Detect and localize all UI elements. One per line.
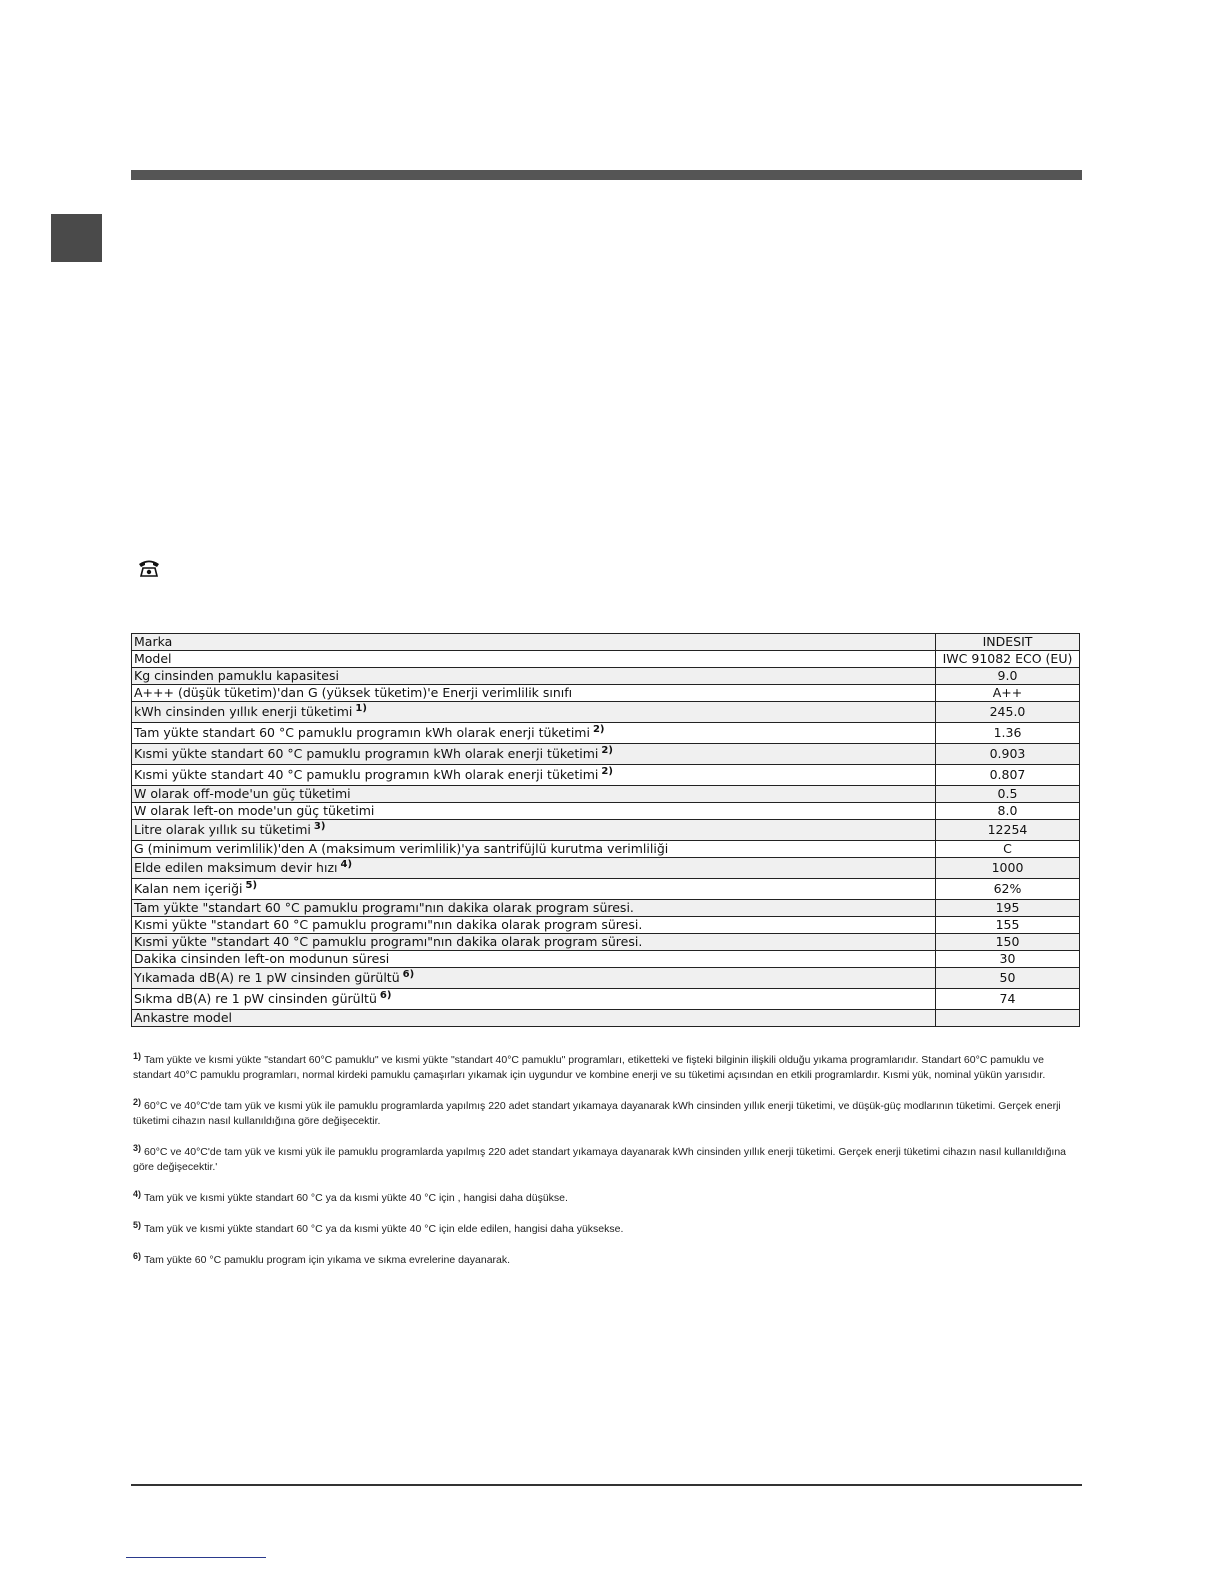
spec-value: 0.807 [936,765,1080,786]
spec-label-text: kWh cinsinden yıllık enerji tüketimi [134,704,353,719]
spec-value: 150 [936,934,1080,951]
spec-value: 195 [936,900,1080,917]
spec-label-text: Litre olarak yıllık su tüketimi [134,822,311,837]
spec-label-text: Kısmi yükte standart 60 °C pamuklu programın kWh olarak enerji tüketimi [134,746,599,761]
table-row [132,879,1080,900]
footer-link-underline [126,1557,266,1558]
spec-value: 12254 [936,820,1080,841]
spec-label-text: Dakika cinsinden left-on modunun süresi [134,951,390,966]
footnote [133,1253,1078,1268]
footnote-text: 60°C ve 40°C'de tam yük ve kısmi yük ile pamuklu programlarda yapılmış 220 adet standart yıkamaya dayanarak kWh cinsinden yıllık enerji tüketimi. Gerçek enerji tüketimi cihazın nasıl kullanıldığına göre değişecektir.' [133,1146,1067,1173]
spec-label [132,744,936,765]
footnotes [133,1053,1078,1284]
footnote-ref: 2) [601,766,613,777]
spec-label-text: A+++ (düşük tüketim)'dan G (yüksek tüketim)'e Enerji verimlilik sınıfı [134,685,573,700]
spec-value: 0.903 [936,744,1080,765]
spec-label [132,879,936,900]
footnote-mark: 3) [133,1143,142,1153]
spec-value [936,1010,1080,1027]
table-row [132,786,1080,803]
spec-label-text: W olarak left-on mode'un güç tüketimi [134,803,375,818]
spec-label [132,685,936,702]
spec-label [132,858,936,879]
footnote-mark: 5) [133,1220,142,1230]
spec-value: 74 [936,989,1080,1010]
spec-label-text: Tam yükte "standart 60 °C pamuklu programı"nın dakika olarak program süresi. [134,900,634,915]
spec-label-text: Sıkma dB(A) re 1 pW cinsinden gürültü [134,991,377,1006]
spec-label [132,934,936,951]
table-row [132,841,1080,858]
spec-label-text: Kısmi yükte standart 40 °C pamuklu programın kWh olarak enerji tüketimi [134,767,599,782]
table-row [132,951,1080,968]
spec-label-text: Kg cinsinden pamuklu kapasitesi [134,668,339,683]
footnote [133,1145,1078,1175]
table-row [132,702,1080,723]
spec-label-text: Yıkamada dB(A) re 1 pW cinsinden gürültü [134,970,400,985]
footnote-text: Tam yükte 60 °C pamuklu program için yıkama ve sıkma evrelerine dayanarak. [144,1254,511,1266]
spec-value: A++ [936,685,1080,702]
footnote-ref: 1) [355,703,367,714]
footnote [133,1053,1078,1083]
footnote-text: 60°C ve 40°C'de tam yük ve kısmi yük ile pamuklu programlarda yapılmış 220 adet standart yıkamaya dayanarak kWh cinsinden yıllık enerji tüketimi, ve düşük-güç modlarının tüketimi. Gerçek enerji tüketimi cihazın nasıl kullanıldığına göre değişecektir. [133,1100,1061,1127]
footnote-ref: 6) [379,990,392,1001]
table-row [132,968,1080,989]
table-row [132,1010,1080,1027]
spec-value: 50 [936,968,1080,989]
spec-label [132,841,936,858]
spec-label [132,820,936,841]
spec-label-text: Kısmi yükte "standart 40 °C pamuklu programı"nın dakika olarak program süresi. [134,934,643,949]
spec-value: 9.0 [936,668,1080,685]
table-row [132,765,1080,786]
spec-label [132,900,936,917]
footnote [133,1191,1078,1206]
table-row [132,723,1080,744]
spec-label-text: W olarak off-mode'un güç tüketimi [134,786,351,801]
table-row [132,858,1080,879]
spec-label [132,803,936,820]
spec-label-text: Kısmi yükte "standart 60 °C pamuklu programı"nın dakika olarak program süresi. [134,917,643,932]
table-row [132,917,1080,934]
table-row [132,900,1080,917]
spec-value: 1000 [936,858,1080,879]
footnote-text: Tam yükte ve kısmi yükte "standart 60°C pamuklu" ve kısmi yükte "standart 40°C pamuklu" programları, etiketteki ve fişteki bilginin ilişkili olduğu yıkama programlarıdır. Standart 60°C pamuklu ve standart 40°C pamuklu programları, normal kirdeki pamuklu çamaşırları yıkamak için uygundur ve kombine enerji ve su tüketimi açısından en etkili programlardır. Kısmi yük, nominal yükün yarısıdır. [133,1054,1046,1081]
spec-label [132,651,936,668]
table-row [132,820,1080,841]
spec-value: 1.36 [936,723,1080,744]
spec-value: 245.0 [936,702,1080,723]
spec-label-text: Elde edilen maksimum devir hızı [134,860,338,875]
table-row [132,634,1080,651]
language-tab-marker [51,214,102,262]
table-row [132,934,1080,951]
spec-label [132,765,936,786]
spec-label [132,989,936,1010]
spec-value: C [936,841,1080,858]
footnote-mark: 1) [133,1051,142,1061]
spec-label-text: Marka [134,634,173,649]
spec-label [132,917,936,934]
spec-label-text: G (minimum verimlilik)'den A (maksimum verimlilik)'ya santrifüjlü kurutma verimliliği [134,841,669,856]
spec-value: 62% [936,879,1080,900]
footnote-ref: 4) [340,859,353,870]
spec-value: 30 [936,951,1080,968]
table-row [132,803,1080,820]
spec-value: 155 [936,917,1080,934]
table-row [132,668,1080,685]
footnote-mark: 4) [133,1189,142,1199]
footnote-ref: 6) [402,969,415,980]
footnote-ref: 5) [245,880,258,891]
spec-value: 8.0 [936,803,1080,820]
footnote-ref: 2) [601,745,613,756]
table-row [132,989,1080,1010]
spec-value: INDESIT [936,634,1080,651]
footnote [133,1099,1078,1129]
footnote-mark: 6) [133,1251,142,1261]
spec-label [132,1010,936,1027]
spec-label [132,968,936,989]
spec-label [132,951,936,968]
spec-value: IWC 91082 ECO (EU) [936,651,1080,668]
spec-label [132,786,936,803]
footer-rule [131,1484,1082,1486]
footnote-ref: 2) [592,724,605,735]
spec-label-text: Ankastre model [134,1010,233,1025]
spec-label [132,668,936,685]
footnote-ref: 3) [313,821,326,832]
spec-label-text: Kalan nem içeriği [134,881,243,896]
footnote-text: Tam yük ve kısmi yükte standart 60 °C ya da kısmi yükte 40 °C için elde edilen, hangisi daha yüksekse. [144,1223,624,1235]
spec-label [132,634,936,651]
table-row [132,651,1080,668]
header-rule [131,170,1082,180]
footnote [133,1222,1078,1237]
spec-label-text: Model [134,651,172,666]
spec-label-text: Tam yükte standart 60 °C pamuklu programın kWh olarak enerji tüketimi [134,725,590,740]
footnote-mark: 2) [133,1097,142,1107]
table-row [132,685,1080,702]
telephone-icon [136,557,162,579]
spec-label [132,702,936,723]
spec-table [131,633,1080,1027]
spec-label [132,723,936,744]
footnote-text: Tam yük ve kısmi yükte standart 60 °C ya da kısmi yükte 40 °C için , hangisi daha düşükse. [144,1192,568,1204]
table-row [132,744,1080,765]
spec-value: 0.5 [936,786,1080,803]
